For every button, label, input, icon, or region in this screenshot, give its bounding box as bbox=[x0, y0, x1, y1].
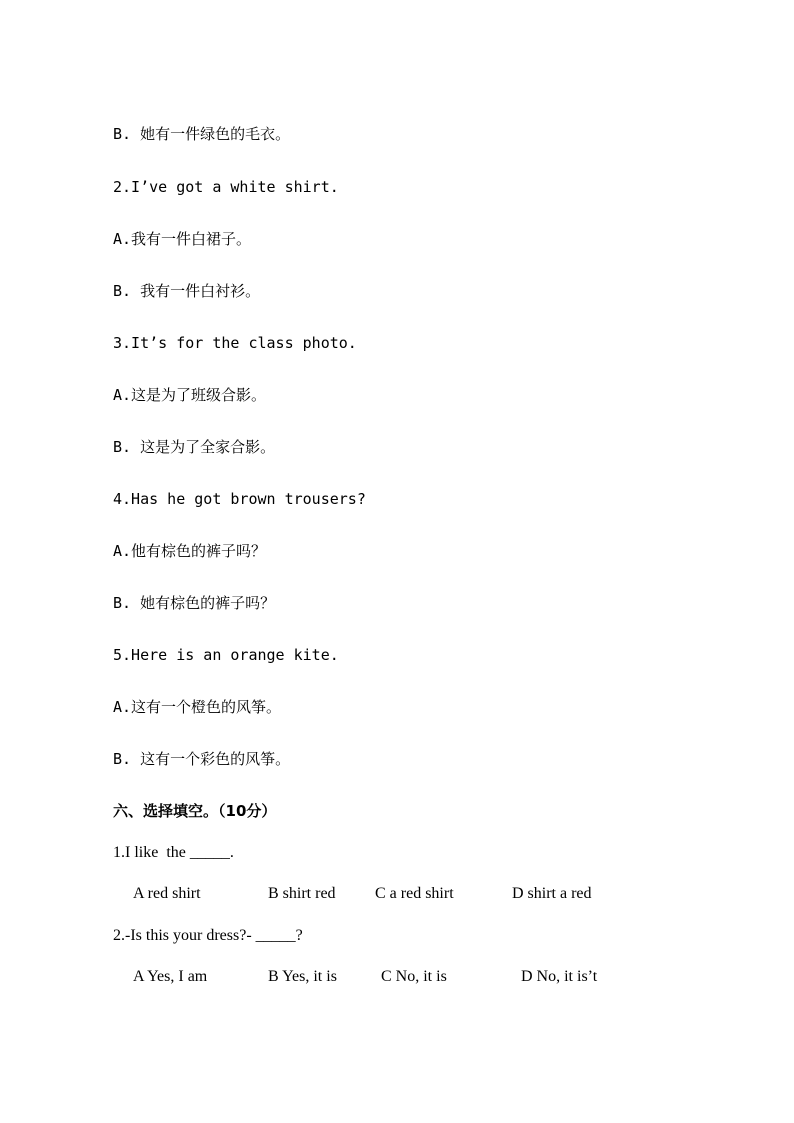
answer-option-b: B. 这是为了全家合影。 bbox=[113, 438, 276, 456]
mc-question-1-stem: 1.I like the _____. bbox=[113, 844, 234, 861]
mc-question-1-option-d: D shirt a red bbox=[512, 885, 592, 902]
answer-option-b: B. 我有一件白衬衫。 bbox=[113, 282, 261, 300]
answer-option-a: A.我有一件白裙子。 bbox=[113, 230, 252, 248]
answer-option-a: A.这有一个橙色的风筝。 bbox=[113, 698, 282, 716]
answer-option-b: B. 她有一件绿色的毛衣。 bbox=[113, 125, 291, 143]
answer-option-b: B. 这有一个彩色的风筝。 bbox=[113, 750, 291, 768]
answer-option-a: A.这是为了班级合影。 bbox=[113, 386, 267, 404]
question-5-text: 5.Here is an orange kite. bbox=[113, 646, 339, 664]
mc-question-1-option-c: C a red shirt bbox=[375, 885, 454, 902]
mc-question-2-option-d: D No, it is’t bbox=[521, 968, 598, 985]
mc-question-2-option-b: B Yes, it is bbox=[268, 968, 337, 985]
answer-option-b: B. 她有棕色的裤子吗？ bbox=[113, 594, 276, 612]
question-3-text: 3.It’s for the class photo. bbox=[113, 334, 357, 352]
question-2-text: 2.I’ve got a white shirt. bbox=[113, 178, 339, 196]
question-4-text: 4.Has he got brown trousers? bbox=[113, 490, 366, 508]
mc-question-1-option-a: A red shirt bbox=[133, 885, 201, 902]
answer-option-a: A.他有棕色的裤子吗？ bbox=[113, 542, 267, 560]
mc-question-1-option-b: B shirt red bbox=[268, 885, 336, 902]
mc-question-2-option-c: C No, it is bbox=[381, 968, 447, 985]
mc-question-2-stem: 2.-Is this your dress?- _____? bbox=[113, 927, 303, 944]
mc-question-2-option-a: A Yes, I am bbox=[133, 968, 208, 985]
section-6-heading: 六、选择填空。（10分） bbox=[113, 802, 277, 820]
